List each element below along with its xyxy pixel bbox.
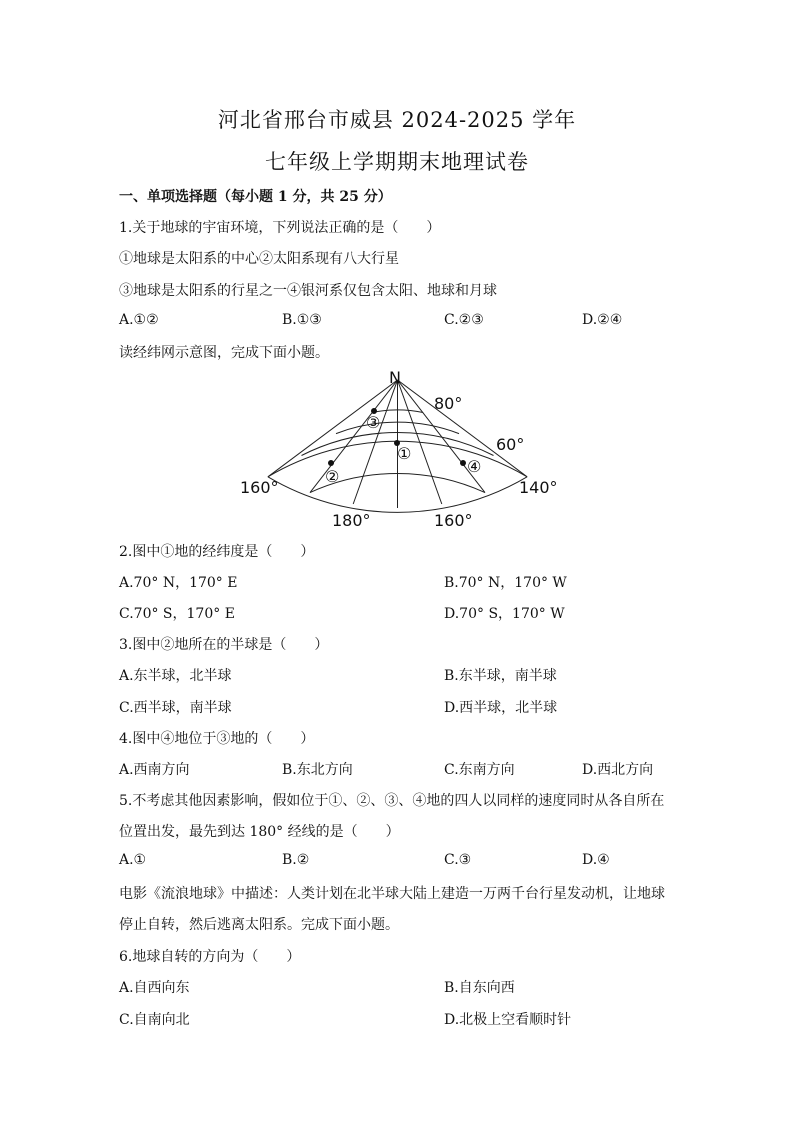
point-4-dot — [460, 460, 466, 466]
lon-left-label: 160° — [240, 478, 279, 497]
point-2-label: ② — [325, 467, 340, 486]
q5-option-b[interactable]: B.② — [282, 852, 310, 868]
q4-option-d[interactable]: D.西北方向 — [582, 762, 654, 778]
q1-statement-b: ③地球是太阳系的行星之一④银河系仅包含太阳、地球和月球 — [119, 283, 497, 299]
lon-160-label: 160° — [434, 511, 473, 530]
point-3-label: ③ — [366, 413, 381, 432]
lat-80-label: 80° — [434, 394, 463, 413]
q6-option-d[interactable]: D.北极上空看顺时针 — [444, 1012, 572, 1028]
q2-option-c[interactable]: C.70° S，170° E — [119, 606, 235, 622]
q6-option-a[interactable]: A.自西向东 — [119, 980, 190, 996]
q1-option-c[interactable]: C.②③ — [444, 312, 484, 328]
meridian-180 — [353, 380, 397, 504]
q4-option-b[interactable]: B.东北方向 — [282, 762, 353, 778]
lon-180-label: 180° — [332, 511, 371, 530]
q2-option-d[interactable]: D.70° S，170° W — [444, 606, 565, 622]
point-4-label: ④ — [467, 457, 482, 476]
q2-stem: 2.图中①地的经纬度是（ ） — [119, 544, 315, 560]
q2-option-a[interactable]: A.70° N，170° E — [119, 575, 238, 591]
lon-right-label: 140° — [519, 478, 558, 497]
q1-option-a[interactable]: A.①② — [119, 312, 159, 328]
q1-option-d[interactable]: D.②④ — [582, 312, 623, 328]
graticule-figure — [230, 362, 558, 532]
section-heading: 一、单项选择题（每小题 1 分，共 25 分） — [119, 189, 392, 205]
q1-option-b[interactable]: B.①③ — [282, 312, 322, 328]
q1-stem: 1.关于地球的宇宙环境，下列说法正确的是（ ） — [119, 220, 441, 236]
q3-option-d[interactable]: D.西半球，北半球 — [444, 700, 558, 716]
meridian-l3 — [310, 380, 398, 493]
q4-option-c[interactable]: C.东南方向 — [444, 762, 515, 778]
q5-option-d[interactable]: D.④ — [582, 852, 610, 868]
film-intro-line1: 电影《流浪地球》中描述：人类计划在北半球大陆上建造一万两千台行星发动机，让地球 — [119, 886, 665, 902]
q6-option-b[interactable]: B.自东向西 — [444, 980, 515, 996]
exam-title-line1: 河北省邢台市威县 2024-2025 学年 — [217, 108, 577, 132]
q2-option-b[interactable]: B.70° N，170° W — [444, 575, 567, 591]
q3-option-c[interactable]: C.西半球，南半球 — [119, 700, 232, 716]
q6-stem: 6.地球自转的方向为（ ） — [119, 949, 301, 965]
q5-option-a[interactable]: A.① — [119, 852, 147, 868]
q6-option-c[interactable]: C.自南向北 — [119, 1012, 190, 1028]
q5-stem-line1: 5.不考虑其他因素影响，假如位于①、②、③、④地的四人以同样的速度同时从各自所在 — [119, 793, 665, 809]
exam-title-line2: 七年级上学期期末地理试卷 — [265, 150, 529, 174]
north-label: N — [389, 368, 401, 387]
film-intro-line2: 停止自转，然后逃离太阳系。完成下面小题。 — [119, 917, 399, 933]
q5-stem-line2: 位置出发，最先到达 180° 经线的是（ ） — [119, 824, 400, 840]
q1-statement-a: ①地球是太阳系的中心②太阳系现有八大行星 — [119, 251, 399, 267]
point-1-label: ① — [397, 444, 412, 463]
q4-stem: 4.图中④地位于③地的（ ） — [119, 731, 315, 747]
q3-option-a[interactable]: A.东半球，北半球 — [119, 668, 232, 684]
q5-option-c[interactable]: C.③ — [444, 852, 472, 868]
q3-option-b[interactable]: B.东半球，南半球 — [444, 668, 557, 684]
q3-stem: 3.图中②地所在的半球是（ ） — [119, 637, 329, 653]
lat-60-label: 60° — [496, 435, 525, 454]
point-2-dot — [328, 460, 334, 466]
map-intro: 读经纬网示意图，完成下面小题。 — [119, 345, 329, 361]
q4-option-a[interactable]: A.西南方向 — [119, 762, 190, 778]
